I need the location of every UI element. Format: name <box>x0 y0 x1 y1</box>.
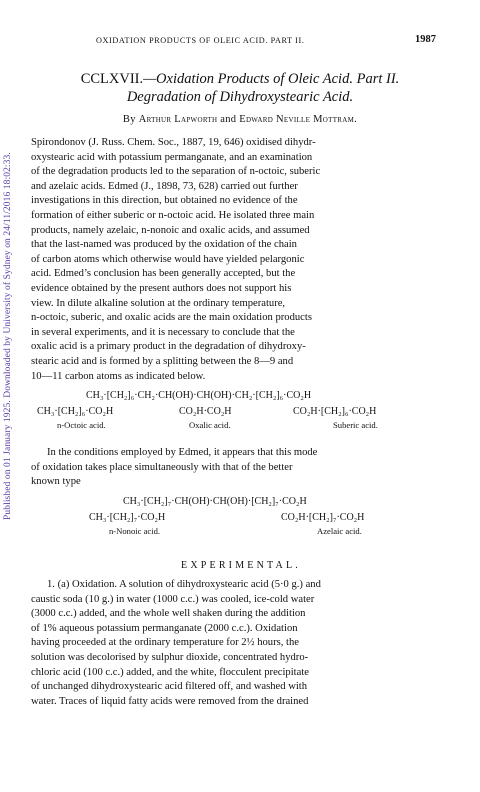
text-line: of oxidation takes place simultaneously with that of the better <box>31 461 293 473</box>
suberic-label: Suberic acid. <box>333 420 378 430</box>
text-line: view. In dilute alkaline solution at the ordinary temperature, <box>31 297 286 309</box>
text-line: that the last-named was produced by the oxidation of the chain <box>31 239 297 251</box>
azelaic-label: Azelaic acid. <box>317 526 362 536</box>
text-line: n-octoic, suberic, and oxalic acids are the main oxidation products <box>31 312 312 324</box>
text-line: of 1% aqueous potassium permanganate (2000 c.c.). Oxidation <box>31 622 298 634</box>
text-line: oxystearic acid with potassium permanganate, and an examination <box>31 151 313 163</box>
text-line: (3000 c.c.) added, and the whole well shaken during the addition <box>31 608 306 620</box>
suberic-formula: CO₂H·[CH₂]₆·CO₂H <box>293 406 377 417</box>
running-header <box>96 36 436 45</box>
oxidation-scheme-2 <box>31 496 451 546</box>
text-line: Spirondonov (J. Russ. Chem. Soc., 1887, 19, 646) oxidised dihydr- <box>31 137 316 148</box>
text-line: investigations in this direction, but obtained no evidence of the <box>31 195 298 207</box>
publication-watermark: Published on 01 January 1925. Downloaded by University of Sydney on 24/11/2016 18:02:33. <box>3 152 13 520</box>
text-line: water. Traces of liquid fatty acids were removed from the drained <box>31 695 309 707</box>
text-line: chloric acid (100 c.c.) added, and the white, flocculent precipitate <box>31 666 309 678</box>
oxalic-label: Oxalic acid. <box>189 420 231 430</box>
title-line-2 <box>32 88 448 106</box>
intro-paragraph <box>31 136 451 384</box>
text-line: stearic acid and is formed by a splitting between the 8—9 and <box>31 355 294 367</box>
title-text-2: Degradation of Dihydroxystearic Acid. <box>126 89 354 105</box>
title-text-1: —Oxidation Products of Oleic Acid. Part II. <box>143 71 400 87</box>
dihydroxystearic-formula: CH₃·[CH₂]₆·CH₂·CH(OH)·CH(OH)·CH₂·[CH₂]₆·CO₂H <box>86 390 312 401</box>
octoic-formula: CH₃·[CH₂]₆·CO₂H <box>37 406 114 417</box>
text-line: having proceeded at the ordinary temperature for 2½ hours, the <box>31 637 299 649</box>
article-title <box>32 70 448 106</box>
page-number: 1987 <box>415 34 436 45</box>
text-line: known type <box>31 476 81 488</box>
text-line: of the degradation products led to the separation of n-octoic, suberic <box>31 166 321 178</box>
running-title: OXIDATION PRODUCTS OF OLEIC ACID. PART II. <box>96 36 305 45</box>
and-label: and <box>217 114 240 125</box>
text-line: of carbon atoms which otherwise would have yielded pelargonic <box>31 253 305 265</box>
text-line: evidence obtained by the present authors does not support his <box>31 282 292 294</box>
edmed-paragraph <box>31 446 451 490</box>
text-line: formation of either suberic or n-octoic acid. He isolated three main <box>31 209 315 221</box>
section-heading-experimental: EXPERIMENTAL. <box>181 560 301 571</box>
text-line: solution was decolorised by sulphur dioxide, concentrated hydro- <box>31 651 309 663</box>
author-line <box>32 114 448 125</box>
text-line: acid. Edmed’s conclusion has been generally accepted, but the <box>31 268 296 280</box>
experimental-paragraph <box>31 578 451 709</box>
article-number: CCLXVII. <box>80 71 144 87</box>
text-line: oxalic acid is a primary product in the degradation of dihydroxy- <box>31 341 306 353</box>
oxidation-scheme-1 <box>31 390 451 440</box>
text-line: 10—11 carbon atoms as indicated below. <box>31 370 206 382</box>
author-lapworth: Arthur Lapworth <box>138 114 218 125</box>
nonoic-label: n-Nonoic acid. <box>109 526 161 536</box>
by-label: By <box>122 114 139 125</box>
nonoic-formula: CH₃·[CH₂]₇·CO₂H <box>89 512 166 523</box>
azelaic-formula: CO₂H·[CH₂]₇·CO₂H <box>281 512 365 523</box>
text-line: in several experiments, and it is necessary to conclude that the <box>31 326 295 338</box>
octoic-label: n-Octoic acid. <box>57 420 106 430</box>
dihydroxystearic-formula-2: CH₃·[CH₂]₇·CH(OH)·CH(OH)·[CH₂]₇·CO₂H <box>123 496 307 507</box>
text-line: In the conditions employed by Edmed, it appears that this mode <box>47 447 318 458</box>
author-mottram: Edward Neville Mottram <box>239 114 355 125</box>
oxalic-formula: CO₂H·CO₂H <box>179 406 232 417</box>
author-end-dot: . <box>354 114 358 125</box>
text-line: products, namely azelaic, n-nonoic and oxalic acids, and assumed <box>31 224 310 236</box>
title-line-1 <box>32 70 448 88</box>
text-line: and azelaic acids. Edmed (J., 1898, 73, 628) carried out further <box>31 180 298 192</box>
text-line: of unchanged dihydroxystearic acid filtered off, and washed with <box>31 681 308 693</box>
text-line: 1. (a) Oxidation. A solution of dihydroxystearic acid (5·0 g.) and <box>47 579 321 590</box>
text-line: caustic soda (10 g.) in water (1000 c.c.) was cooled, ice-cold water <box>31 593 315 605</box>
